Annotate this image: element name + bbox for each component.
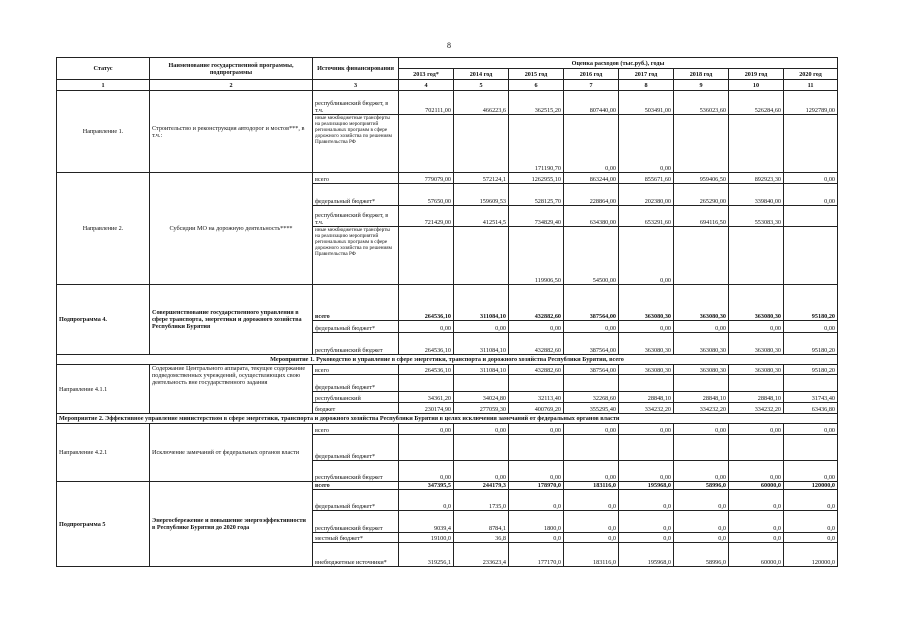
p5-source: внебюджетные источники* <box>312 542 398 567</box>
n411-value: 28848,10 <box>673 391 728 402</box>
n2-value: 0,00 <box>783 172 838 183</box>
n2-value: 412514,5 <box>453 205 508 226</box>
n2-value: 57650,00 <box>398 183 453 205</box>
header-program-name: Наименование государственной программы, подпрограммы <box>149 57 312 79</box>
n2-value: 202380,00 <box>618 183 673 205</box>
n421-value: 0,00 <box>398 460 453 481</box>
column-number: 1 <box>56 79 149 90</box>
n411-value <box>783 374 838 391</box>
p4-value: 0,00 <box>618 320 673 332</box>
n421-value <box>398 434 453 460</box>
header-estimate: Оценка расходов (тыс.руб.), годы <box>398 57 838 68</box>
n411-value <box>508 374 563 391</box>
n421-value <box>618 434 673 460</box>
n1-status: Направление 1. <box>56 90 149 172</box>
p5-value: 195968,0 <box>618 542 673 567</box>
p5-value: 120000,0 <box>783 542 838 567</box>
n411-value: 277059,30 <box>453 402 508 413</box>
n421-source: всего <box>312 423 398 434</box>
p4-value: 363080,30 <box>673 284 728 320</box>
n411-value: 311084,10 <box>453 364 508 374</box>
p5-value: 0,0 <box>673 532 728 542</box>
p4-value: 0,00 <box>783 320 838 332</box>
n1-value: 171190,70 <box>508 114 563 172</box>
n2-status: Направление 2. <box>56 172 149 284</box>
m2-title: Мероприятие 2. Эффективное управление министерством в сфере энергетики, транспорта и дорожного хозяйства Республики Бурятия в целях исключения замечаний от федеральных органов власти <box>56 413 838 423</box>
n2-value: 721429,00 <box>398 205 453 226</box>
n1-value: 1292789,00 <box>783 90 838 114</box>
n2-source: федеральный бюджет* <box>312 183 398 205</box>
p5-value: 195968,0 <box>618 481 673 489</box>
p5-value: 0,0 <box>563 510 618 532</box>
p5-value: 1735,0 <box>453 489 508 510</box>
n2-value: 892923,30 <box>728 172 783 183</box>
p4-name: Совершенствование государственного управления в сфере транспорта, энергетики и дорожного хозяйства Республики Бурятия <box>149 284 312 354</box>
n421-value <box>563 434 618 460</box>
n411-value: 34024,80 <box>453 391 508 402</box>
n2-source: всего <box>312 172 398 183</box>
p5-name: Энергосбережение и повышение энергоэффективности в Республике Бурятия до 2020 года <box>149 481 312 567</box>
n411-source: федеральный бюджет* <box>312 374 398 391</box>
p5-value: 58996,0 <box>673 481 728 489</box>
n1-source: иные межбюджетные трансферты на реализацию мероприятий региональных программ в сфере дорожного хозяйства по решениям Правительства РФ <box>312 114 398 172</box>
p4-source: республиканский бюджет <box>312 332 398 354</box>
column-number: 10 <box>728 79 783 90</box>
n2-value: 653291,60 <box>618 205 673 226</box>
column-number: 3 <box>312 79 398 90</box>
n411-value: 334232,20 <box>673 402 728 413</box>
header-year: 2013 год* <box>398 68 453 79</box>
n421-value: 0,00 <box>673 423 728 434</box>
n411-value: 34361,20 <box>398 391 453 402</box>
n421-value: 0,00 <box>508 460 563 481</box>
n421-value: 0,00 <box>673 460 728 481</box>
column-number: 6 <box>508 79 563 90</box>
p4-source: всего <box>312 284 398 320</box>
p5-value: 58996,0 <box>673 542 728 567</box>
p5-value: 1800,0 <box>508 510 563 532</box>
p4-value: 264536,10 <box>398 332 453 354</box>
n1-value: 0,00 <box>563 114 618 172</box>
n411-value: 363080,30 <box>728 364 783 374</box>
n1-value: 807440,00 <box>563 90 618 114</box>
p5-value: 0,0 <box>618 510 673 532</box>
n1-value <box>673 114 728 172</box>
p5-status: Подпрограмма 5 <box>56 481 149 567</box>
p5-value: 60000,0 <box>728 481 783 489</box>
n411-value: 363080,30 <box>618 364 673 374</box>
header-year: 2014 год <box>453 68 508 79</box>
p4-value: 311084,10 <box>453 332 508 354</box>
p4-value: 363080,30 <box>618 332 673 354</box>
n411-value: 363080,30 <box>673 364 728 374</box>
p4-value: 363080,30 <box>728 284 783 320</box>
n1-source: республиканский бюджет, в т.ч. <box>312 90 398 114</box>
n411-name: Содержание Центрального аппарата, текущее содержание подведомственных учреждений, осуществляющих свою деятельность вне государственного задания <box>149 364 312 413</box>
n1-value: 0,00 <box>618 114 673 172</box>
header-year: 2016 год <box>563 68 618 79</box>
n421-value: 0,00 <box>453 423 508 434</box>
n2-value: 54500,00 <box>563 226 618 284</box>
n421-value <box>783 434 838 460</box>
p4-value: 0,00 <box>673 320 728 332</box>
header-year: 2017 год <box>618 68 673 79</box>
n2-value: 228864,00 <box>563 183 618 205</box>
n421-value: 0,00 <box>728 423 783 434</box>
p4-value: 387564,00 <box>563 332 618 354</box>
n1-value: 526284,60 <box>728 90 783 114</box>
n411-value: 334232,20 <box>728 402 783 413</box>
p5-value: 0,0 <box>728 532 783 542</box>
n411-value: 334232,20 <box>618 402 673 413</box>
n2-value: 634380,00 <box>563 205 618 226</box>
p5-source: федеральный бюджет* <box>312 489 398 510</box>
n2-value: 1262955,10 <box>508 172 563 183</box>
p5-value: 0,0 <box>508 489 563 510</box>
n1-value: 503491,00 <box>618 90 673 114</box>
n2-value: 855671,60 <box>618 172 673 183</box>
n411-value <box>673 374 728 391</box>
header-year: 2015 год <box>508 68 563 79</box>
column-number: 4 <box>398 79 453 90</box>
p5-value: 319256,1 <box>398 542 453 567</box>
n2-value <box>728 226 783 284</box>
p5-value: 0,0 <box>618 532 673 542</box>
p4-value: 0,00 <box>398 320 453 332</box>
p5-value: 0,0 <box>618 489 673 510</box>
p4-status: Подпрограмма 4. <box>56 284 149 354</box>
p5-source: республиканский бюджет <box>312 510 398 532</box>
p4-value: 432882,60 <box>508 284 563 320</box>
p5-value: 0,0 <box>563 532 618 542</box>
header-year: 2019 год <box>728 68 783 79</box>
n2-value <box>783 205 838 226</box>
p5-source: всего <box>312 481 398 489</box>
p4-source: федеральный бюджет* <box>312 320 398 332</box>
n411-value <box>398 374 453 391</box>
n421-value: 0,00 <box>618 460 673 481</box>
n1-value <box>728 114 783 172</box>
n2-value: 959406,50 <box>673 172 728 183</box>
column-number: 5 <box>453 79 508 90</box>
n2-value: 265290,00 <box>673 183 728 205</box>
n411-value: 432882,60 <box>508 364 563 374</box>
p5-value: 8784,1 <box>453 510 508 532</box>
n421-value: 0,00 <box>563 423 618 434</box>
n2-value <box>453 226 508 284</box>
p4-value: 0,00 <box>453 320 508 332</box>
n411-value: 230174,90 <box>398 402 453 413</box>
n1-value <box>398 114 453 172</box>
n2-value: 553083,30 <box>728 205 783 226</box>
p4-value: 0,00 <box>508 320 563 332</box>
n411-value: 355295,40 <box>563 402 618 413</box>
p4-value: 432882,60 <box>508 332 563 354</box>
n421-value: 0,00 <box>398 423 453 434</box>
n421-value: 0,00 <box>563 460 618 481</box>
p5-value: 0,0 <box>673 510 728 532</box>
p5-value: 60000,0 <box>728 542 783 567</box>
column-number: 8 <box>618 79 673 90</box>
n411-source: бюджет <box>312 402 398 413</box>
p5-value: 0,0 <box>783 510 838 532</box>
p4-value: 311084,10 <box>453 284 508 320</box>
n411-value: 264536,10 <box>398 364 453 374</box>
n421-value <box>673 434 728 460</box>
n411-value: 400769,20 <box>508 402 563 413</box>
p4-value: 387564,00 <box>563 284 618 320</box>
page-number: 8 <box>447 41 451 50</box>
n421-value <box>508 434 563 460</box>
p4-value: 264536,10 <box>398 284 453 320</box>
p5-value: 0,0 <box>508 532 563 542</box>
n411-value: 32268,60 <box>563 391 618 402</box>
n1-value <box>453 114 508 172</box>
column-number: 11 <box>783 79 838 90</box>
n421-value: 0,00 <box>453 460 508 481</box>
n2-value: 528125,70 <box>508 183 563 205</box>
n421-value <box>728 434 783 460</box>
n411-value <box>618 374 673 391</box>
column-number: 2 <box>149 79 312 90</box>
n2-value: 694116,50 <box>673 205 728 226</box>
n421-source: федеральный бюджет* <box>312 434 398 460</box>
n2-source: иные межбюджетные трансферты на реализацию мероприятий региональных программ в сфере дорожного хозяйства по решениям Правительства РФ <box>312 226 398 284</box>
p5-value: 183116,0 <box>563 481 618 489</box>
n2-value: 159609,53 <box>453 183 508 205</box>
n411-value: 28848,10 <box>618 391 673 402</box>
p4-value: 363080,30 <box>728 332 783 354</box>
n421-value: 0,00 <box>508 423 563 434</box>
n421-source: республиканский бюджет <box>312 460 398 481</box>
n421-status: Направление 4.2.1 <box>56 423 149 481</box>
n421-value: 0,00 <box>618 423 673 434</box>
p5-value: 120000,0 <box>783 481 838 489</box>
n421-value: 0,00 <box>783 423 838 434</box>
n411-value: 63436,80 <box>783 402 838 413</box>
p5-value: 36,8 <box>453 532 508 542</box>
p5-value: 0,0 <box>783 532 838 542</box>
n411-source: республиканский <box>312 391 398 402</box>
n2-value: 572124,1 <box>453 172 508 183</box>
p4-value: 363080,30 <box>618 284 673 320</box>
n2-value: 339840,00 <box>728 183 783 205</box>
header-source: Источник финансирования <box>312 57 398 79</box>
n2-value: 0,00 <box>618 226 673 284</box>
p4-value: 0,00 <box>728 320 783 332</box>
p5-value: 0,0 <box>673 489 728 510</box>
n411-value: 387564,00 <box>563 364 618 374</box>
n1-value <box>783 114 838 172</box>
header-year: 2020 год <box>783 68 838 79</box>
n1-value: 362515,20 <box>508 90 563 114</box>
n2-value: 863244,00 <box>563 172 618 183</box>
p5-value: 19100,0 <box>398 532 453 542</box>
n2-value: 779079,00 <box>398 172 453 183</box>
n421-value: 0,00 <box>728 460 783 481</box>
p5-value: 244179,3 <box>453 481 508 489</box>
n411-value: 95180,20 <box>783 364 838 374</box>
n2-value <box>673 226 728 284</box>
n1-value: 466223,6 <box>453 90 508 114</box>
p5-value: 177170,0 <box>508 542 563 567</box>
n411-value: 28848,10 <box>728 391 783 402</box>
n1-value: 536023,60 <box>673 90 728 114</box>
n411-value <box>453 374 508 391</box>
n411-value <box>728 374 783 391</box>
n1-name: Строительство и реконструкция автодорог и мостов***, в т.ч.: <box>149 90 312 172</box>
n2-value: 0,00 <box>783 183 838 205</box>
p5-value: 178970,0 <box>508 481 563 489</box>
n2-value: 119906,50 <box>508 226 563 284</box>
n2-value: 734829,40 <box>508 205 563 226</box>
p4-value: 95180,20 <box>783 284 838 320</box>
n2-source: республиканский бюджет, в т.ч. <box>312 205 398 226</box>
p5-value: 233623,4 <box>453 542 508 567</box>
m1-title: Мероприятие 1. Руководство и управление в сфере энергетики, транспорта и дорожного хозяйства Республики Бурятия, всего <box>56 354 838 364</box>
column-number: 9 <box>673 79 728 90</box>
header-status: Статус <box>56 57 149 79</box>
n2-value <box>398 226 453 284</box>
n421-value <box>453 434 508 460</box>
n2-name: Субсидии МО на дорожную деятельность**** <box>149 172 312 284</box>
n2-value <box>783 226 838 284</box>
p5-value: 0,0 <box>728 489 783 510</box>
p4-value: 363080,30 <box>673 332 728 354</box>
p5-value: 0,0 <box>563 489 618 510</box>
p5-value: 0,0 <box>728 510 783 532</box>
p5-value: 347395,5 <box>398 481 453 489</box>
n411-source: всего <box>312 364 398 374</box>
n421-value: 0,00 <box>783 460 838 481</box>
n1-value: 702111,00 <box>398 90 453 114</box>
p4-value: 95180,20 <box>783 332 838 354</box>
p5-value: 183116,0 <box>563 542 618 567</box>
p5-value: 0,0 <box>783 489 838 510</box>
header-year: 2018 год <box>673 68 728 79</box>
column-number: 7 <box>563 79 618 90</box>
p5-source: местный бюджет* <box>312 532 398 542</box>
p5-value: 9039,4 <box>398 510 453 532</box>
n421-name: Исключение замечаний от федеральных органов власти <box>149 423 312 481</box>
n411-status: Направление 4.1.1 <box>56 364 149 413</box>
n411-value: 32113,40 <box>508 391 563 402</box>
p5-value: 0,0 <box>398 489 453 510</box>
n411-value: 31743,40 <box>783 391 838 402</box>
p4-value: 0,00 <box>563 320 618 332</box>
n411-value <box>563 374 618 391</box>
